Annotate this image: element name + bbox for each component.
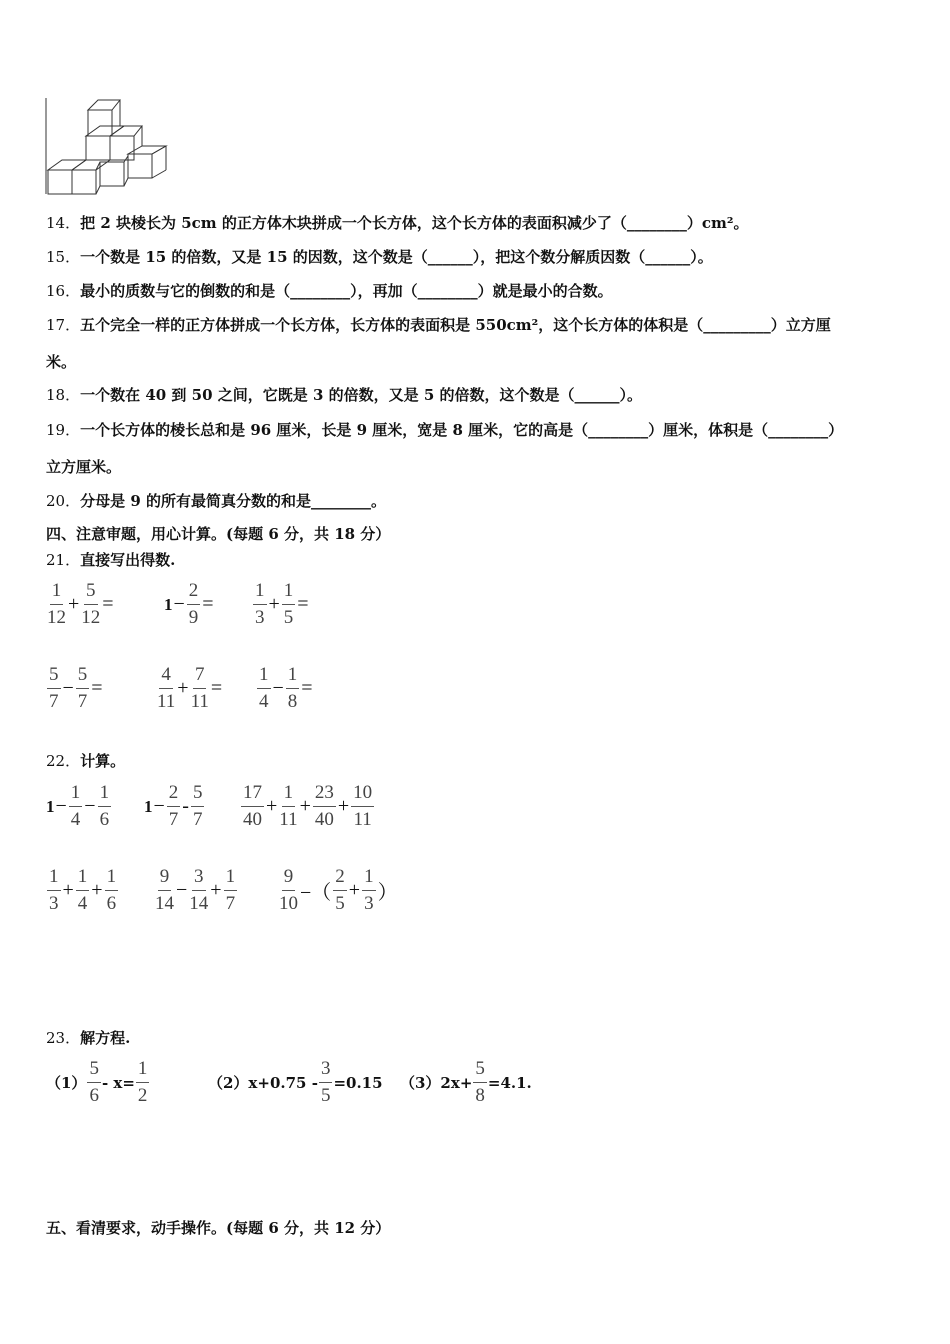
q22-expr-1: 1 − $\frac{1}{4}$ − $\frac{1}{6}$ — [46, 782, 110, 830]
question-23: 23．解方程. — [46, 1029, 131, 1047]
fraction: $\frac{1}{3}$ — [49, 866, 59, 914]
question-15: 15．一个数是 15 的倍数，又是 15 的因数，这个数是（______），把这个数分解质因数（______）。 — [46, 248, 713, 266]
fraction: $\frac{17}{40}$ — [243, 782, 262, 830]
q21-expr-3: $\frac{1}{3}$ + $\frac{1}{5}$ = — [255, 580, 309, 628]
question-18: 18．一个数在 40 到 50 之间，它既是 3 的倍数，又是 5 的倍数，这个数是（______）。 — [46, 386, 642, 404]
section-5-title: 五、看清要求，动手操作。(每题 6 分，共 12 分） — [46, 1219, 391, 1237]
fraction: $\frac{3}{14}$ — [189, 866, 209, 914]
fraction: $\frac{3}{5}$ — [320, 1058, 331, 1106]
q21-expr-5: $\frac{4}{11}$ + $\frac{7}{11}$ = — [157, 664, 223, 712]
fraction: $\frac{1}{4}$ — [70, 782, 81, 830]
equation-2: （2）x+0.75 - $\frac{3}{5}$ =0.15 — [208, 1058, 383, 1106]
q21-expr-2: 1 − $\frac{2}{9}$ = — [164, 580, 214, 628]
fraction: $\frac{5}{7}$ — [192, 782, 203, 830]
fraction: $\frac{23}{40}$ — [314, 782, 334, 830]
question-17: 17．五个完全一样的正方体拼成一个长方体，长方体的表面积是 550cm²，这个长方体的体积是（_________）立方厘 — [46, 316, 831, 334]
fraction: $\frac{5}{7}$ — [77, 664, 88, 712]
fraction: $\frac{1}{3}$ — [364, 866, 374, 914]
fraction: $\frac{1}{6}$ — [99, 782, 110, 830]
question-21: 21．直接写出得数. — [46, 551, 176, 569]
section-4-title: 四、注意审题，用心计算。(每题 6 分，共 18 分） — [46, 525, 391, 543]
equation-1: （1） $\frac{5}{6}$ - x= $\frac{1}{2}$ — [46, 1058, 148, 1106]
fraction: $\frac{5}{6}$ — [89, 1058, 99, 1106]
q21-expr-6: $\frac{1}{4}$ − $\frac{1}{8}$ = — [259, 664, 313, 712]
fraction: $\frac{9}{14}$ — [155, 866, 174, 914]
question-20: 20．分母是 9 的所有最简真分数的和是________。 — [46, 492, 386, 510]
fraction: $\frac{1}{4}$ — [77, 866, 88, 914]
question-19-continuation: 立方厘米。 — [46, 458, 122, 476]
q22-expr-6: $\frac{9}{10}$ −（ $\frac{2}{5}$ + $\frac{1}{3}$ ） — [279, 866, 398, 914]
q21-expr-4: $\frac{5}{7}$ − $\frac{5}{7}$ = — [49, 664, 103, 712]
q22-expr-2: 1 − $\frac{2}{7}$ - $\frac{5}{7}$ — [144, 782, 203, 830]
fraction: $\frac{1}{7}$ — [225, 866, 236, 914]
fraction: $\frac{5}{8}$ — [475, 1058, 485, 1106]
question-19: 19．一个长方体的棱长总和是 96 厘米，长是 9 厘米，宽是 8 厘米，它的高是（________）厘米，体积是（________） — [46, 421, 844, 439]
fraction: $\frac{5}{12}$ — [81, 580, 101, 628]
equation-3: （3）2x+ $\frac{5}{8}$ =4.1. — [400, 1058, 532, 1106]
q21-expr-1: $\frac{1}{12}$ + $\frac{5}{12}$ = — [47, 580, 114, 628]
stacked-cubes-figure — [44, 98, 169, 196]
q22-expr-3: $\frac{17}{40}$ + $\frac{1}{11}$ + $\frac{23}{40}$ + $\frac{10}{11}$ — [243, 782, 373, 830]
fraction: $\frac{1}{8}$ — [287, 664, 298, 712]
q22-expr-4: $\frac{1}{3}$ + $\frac{1}{4}$ + $\frac{1}{6}$ — [49, 866, 117, 914]
question-22: 22．计算。 — [46, 752, 126, 770]
fraction: $\frac{1}{5}$ — [283, 580, 294, 628]
fraction: $\frac{4}{11}$ — [157, 664, 176, 712]
fraction: $\frac{1}{11}$ — [279, 782, 298, 830]
fraction: $\frac{1}{12}$ — [47, 580, 66, 628]
fraction: $\frac{9}{10}$ — [279, 866, 298, 914]
question-17-continuation: 米。 — [46, 353, 77, 371]
fraction: $\frac{1}{3}$ — [255, 580, 265, 628]
fraction: $\frac{7}{11}$ — [190, 664, 209, 712]
fraction: $\frac{2}{9}$ — [188, 580, 199, 628]
fraction: $\frac{10}{11}$ — [353, 782, 373, 830]
q22-expr-5: $\frac{9}{14}$ − $\frac{3}{14}$ + $\frac{1}{7}$ — [155, 866, 236, 914]
fraction: $\frac{2}{5}$ — [335, 866, 345, 914]
question-16: 16．最小的质数与它的倒数的和是（________），再加（________）就是最小的合数。 — [46, 282, 613, 300]
fraction: $\frac{1}{4}$ — [259, 664, 269, 712]
fraction: $\frac{2}{7}$ — [168, 782, 179, 830]
fraction: $\frac{1}{6}$ — [106, 866, 117, 914]
fraction: $\frac{1}{2}$ — [137, 1058, 148, 1106]
question-14: 14．把 2 块棱长为 5cm 的正方体木块拼成一个长方体，这个长方体的表面积减少了（________）cm²。 — [46, 214, 749, 232]
fraction: $\frac{5}{7}$ — [49, 664, 59, 712]
